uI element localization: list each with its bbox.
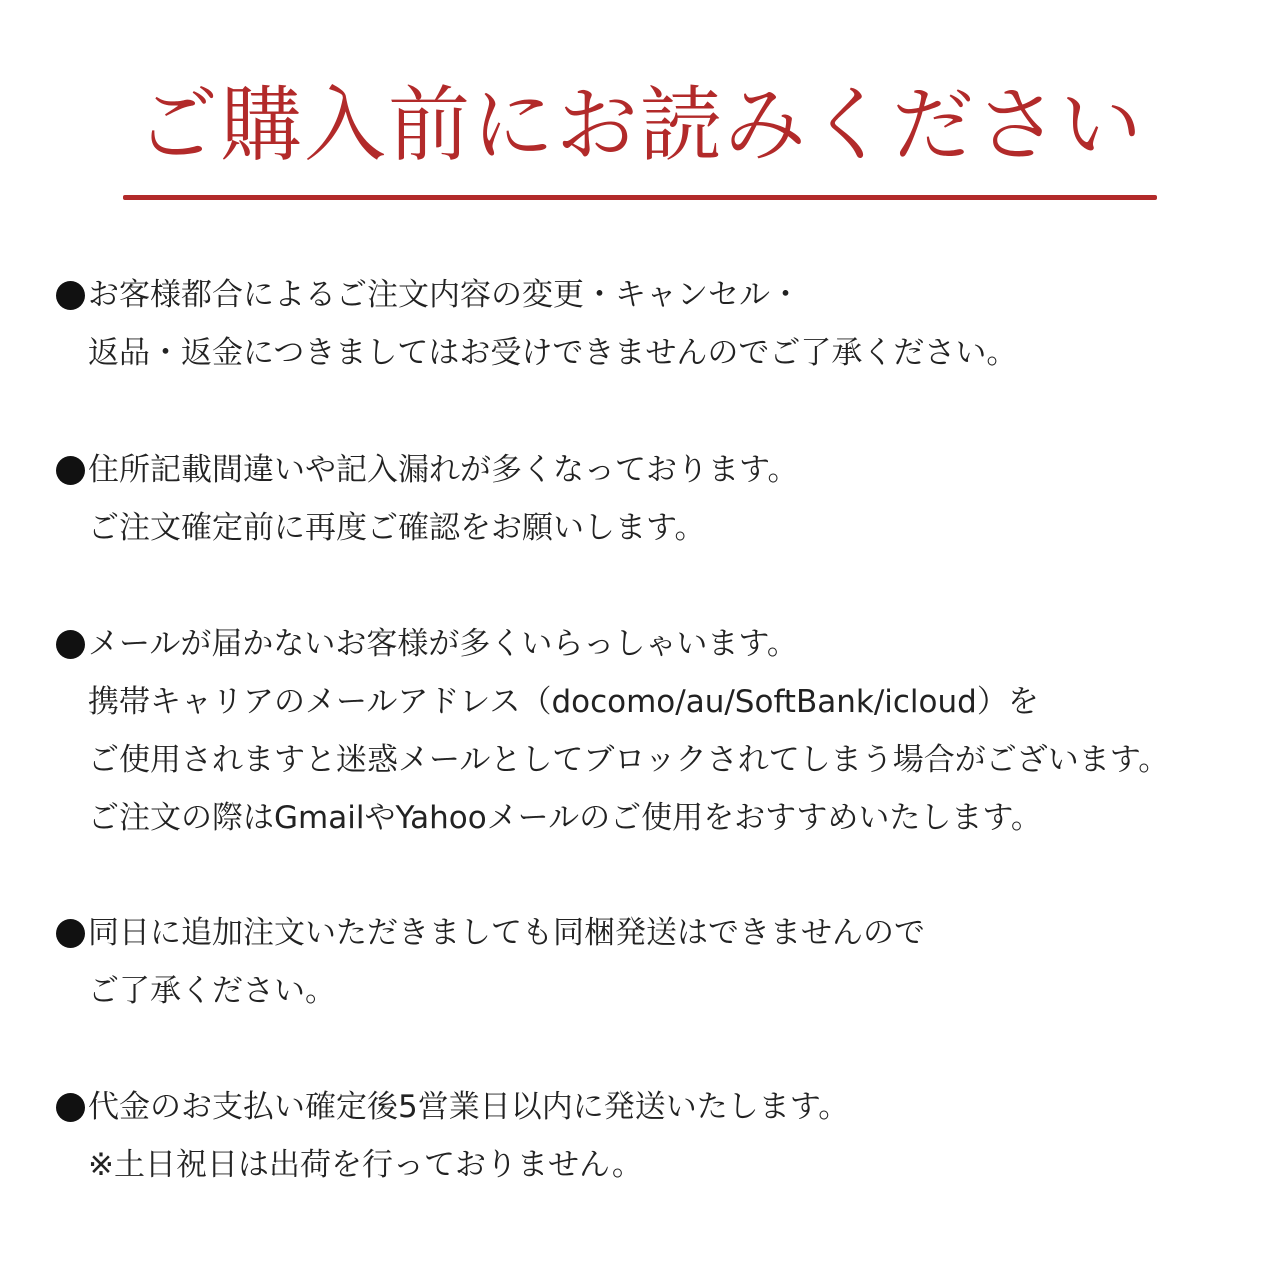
bullet-icon [56,919,85,948]
notice-text: ※土日祝日は出荷を行っておりません。 [88,1147,643,1183]
notice-text: 携帯キャリアのメールアドレス（docomo/au/SoftBank/icloud）を [88,684,1039,720]
notice-item [56,1078,1256,1194]
notice-text: 返品・返金につきましてはお受けできませんのでご了承ください。 [88,335,1018,371]
notice-line [56,266,1256,324]
notice-item [56,441,1256,557]
notice-line [56,673,1256,731]
notice-text: お客様都合によるご注文内容の変更・キャンセル・ [88,277,801,313]
notice-text: ご注文の際はGmailやYahooメールのご使用をおすすめいたします。 [88,800,1042,836]
notice-line [56,1136,1256,1194]
notice-text: メールが届かないお客様が多くいらっしゃいます。 [88,626,798,662]
notice-line [56,615,1256,673]
bullet-icon [56,630,85,659]
notice-text: 住所記載間違いや記入漏れが多くなっております。 [88,452,799,488]
notice-item [56,266,1256,382]
bullet-icon [56,281,85,310]
notice-text: 同日に追加注文いただきましても同梱発送はできませんので [88,915,925,951]
notice-text: ご使用されますと迷惑メールとしてブロックされてしまう場合がございます。 [88,742,1170,778]
notice-item [56,904,1256,1020]
notice-line [56,731,1256,789]
notice-text: ご了承ください。 [88,973,336,1009]
notice-line [56,499,1256,557]
bullet-icon [56,1093,85,1122]
notice-text: 代金のお支払い確定後5営業日以内に発送いたします。 [88,1089,850,1125]
title-underline [123,195,1157,200]
notice-line [56,324,1256,382]
notice-line [56,904,1256,962]
bullet-icon [56,456,85,485]
notice-line [56,441,1256,499]
notice-text: ご注文確定前に再度ご確認をお願いします。 [88,510,706,546]
notice-line [56,962,1256,1020]
notice-line [56,1078,1256,1136]
page-title: ご購入前にお読みください [135,78,1144,173]
notice-line [56,789,1256,847]
notice-item [56,615,1256,847]
